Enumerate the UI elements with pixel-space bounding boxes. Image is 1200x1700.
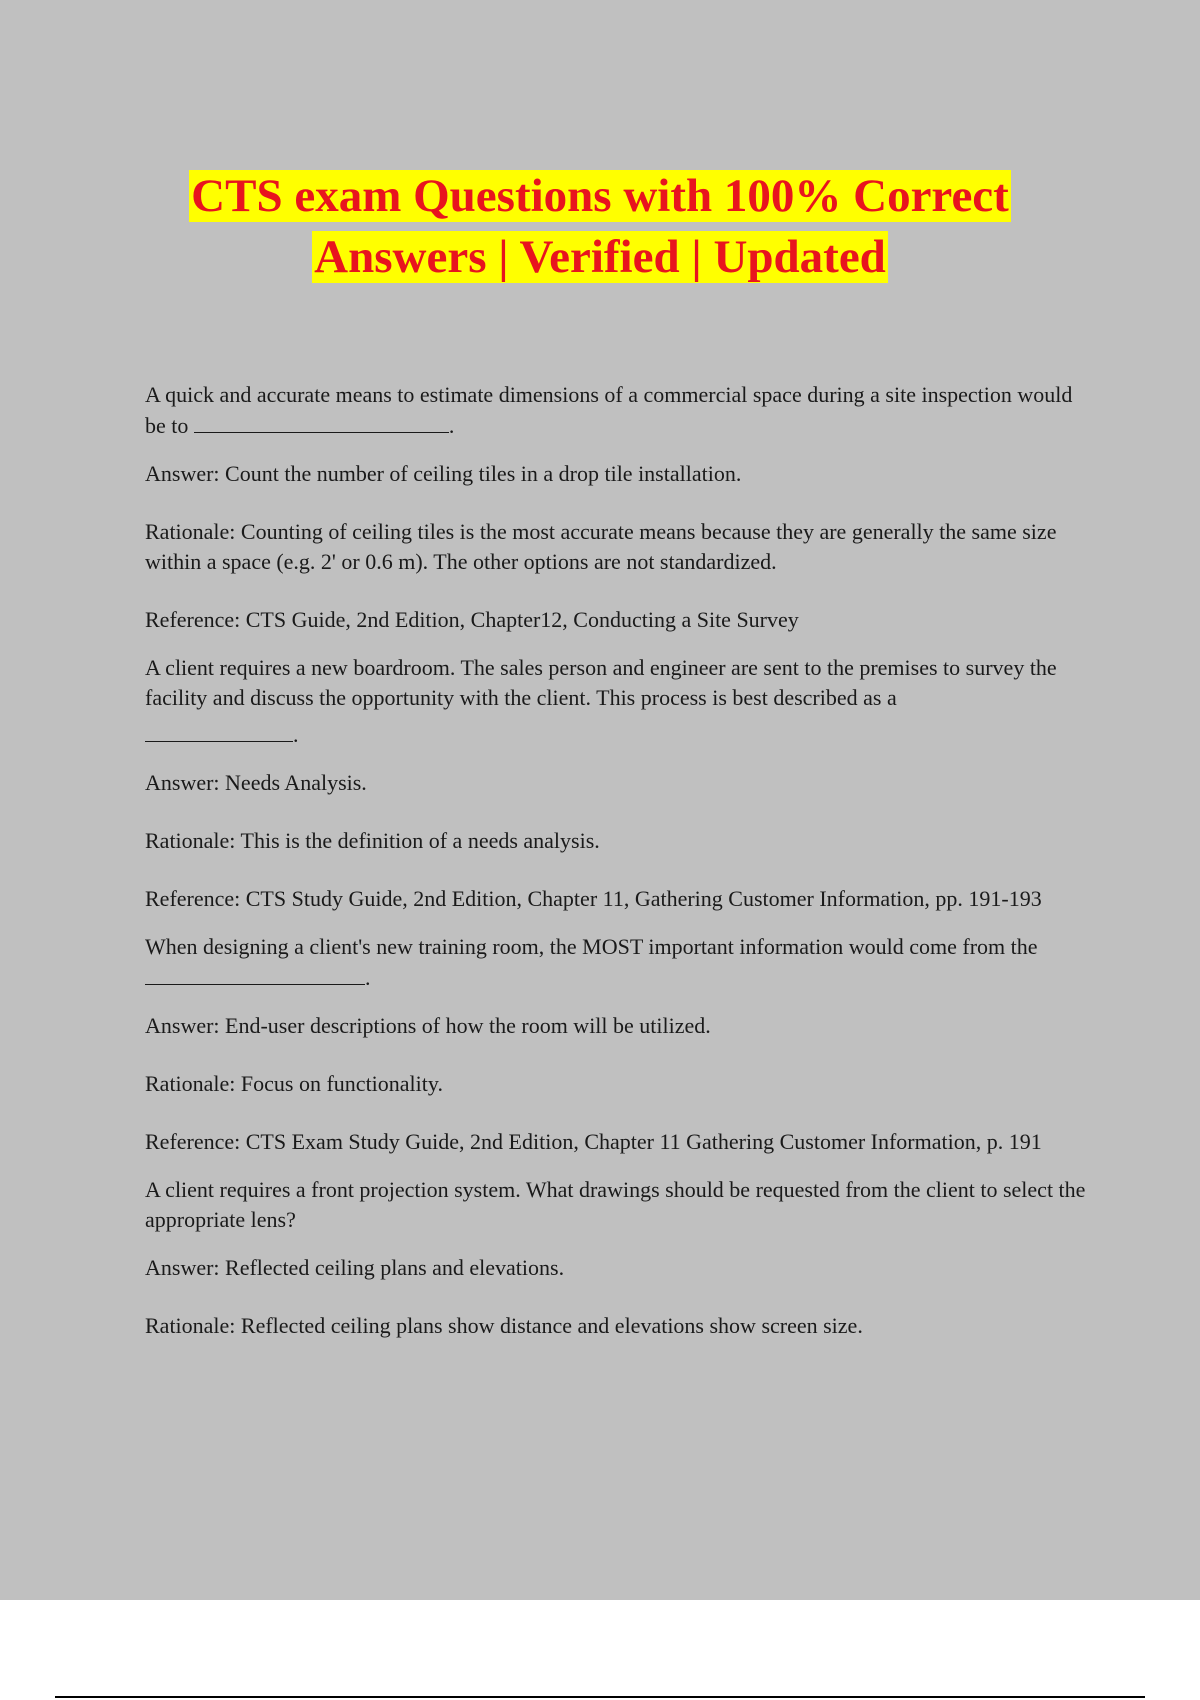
rationale-text: Rationale: Focus on functionality.: [145, 1071, 443, 1096]
question-block-3: [145, 932, 1095, 993]
answer-block-4: [145, 1253, 1095, 1341]
document-title: [100, 166, 1100, 288]
answer-text: Answer: End-user descriptions of how the room will be utilized.: [145, 1013, 711, 1038]
answer-blank: [145, 962, 365, 985]
rationale-text: Rationale: Reflected ceiling plans show distance and elevations show screen size.: [145, 1313, 863, 1338]
question-block-4: [145, 1175, 1095, 1235]
reference-text: Reference: CTS Study Guide, 2nd Edition, Chapter 11, Gathering Customer Information, pp. 191-193: [145, 886, 1042, 911]
answer-block-2: [145, 768, 1095, 914]
title-line-2: Answers | Verified | Updated: [314, 231, 886, 283]
answer-text: Answer: Needs Analysis.: [145, 770, 367, 795]
answer-block-3: [145, 1011, 1095, 1157]
answer-block-1: [145, 459, 1095, 635]
reference-text: Reference: CTS Exam Study Guide, 2nd Edition, Chapter 11 Gathering Customer Information, p. 191: [145, 1129, 1042, 1154]
answer-text: Answer: Reflected ceiling plans and elevations.: [145, 1255, 565, 1280]
reference-text: Reference: CTS Guide, 2nd Edition, Chapter12, Conducting a Site Survey: [145, 607, 799, 632]
answer-blank: [194, 410, 449, 433]
footer-rule: [55, 1696, 1145, 1698]
question-block-1: [145, 380, 1095, 441]
rationale-text: Rationale: This is the definition of a needs analysis.: [145, 828, 600, 853]
question-text-blank-line: .: [145, 719, 1095, 750]
qa-content: [145, 380, 1095, 1359]
question-block-2: [145, 653, 1095, 750]
question-text: A client requires a front projection system. What drawings should be requested from the client to select the appropriate lens?: [145, 1177, 1086, 1232]
question-text: A quick and accurate means to estimate dimensions of a commercial space during a site inspection would be to .: [145, 382, 1073, 438]
rationale-text: Rationale: Counting of ceiling tiles is the most accurate means because they are generally the same size within a space (e.g. 2' or 0.6 m). The other options are not standardized.: [145, 519, 1057, 574]
question-text: A client requires a new boardroom. The sales person and engineer are sent to the premises to survey the facility and discuss the opportunity with the client. This process is best described as a: [145, 655, 1057, 710]
question-text: When designing a client's new training room, the MOST important information would come from the .: [145, 934, 1038, 990]
title-line-1: CTS exam Questions with 100% Correct: [191, 170, 1009, 222]
answer-blank: [145, 719, 293, 742]
answer-text: Answer: Count the number of ceiling tiles in a drop tile installation.: [145, 461, 742, 486]
